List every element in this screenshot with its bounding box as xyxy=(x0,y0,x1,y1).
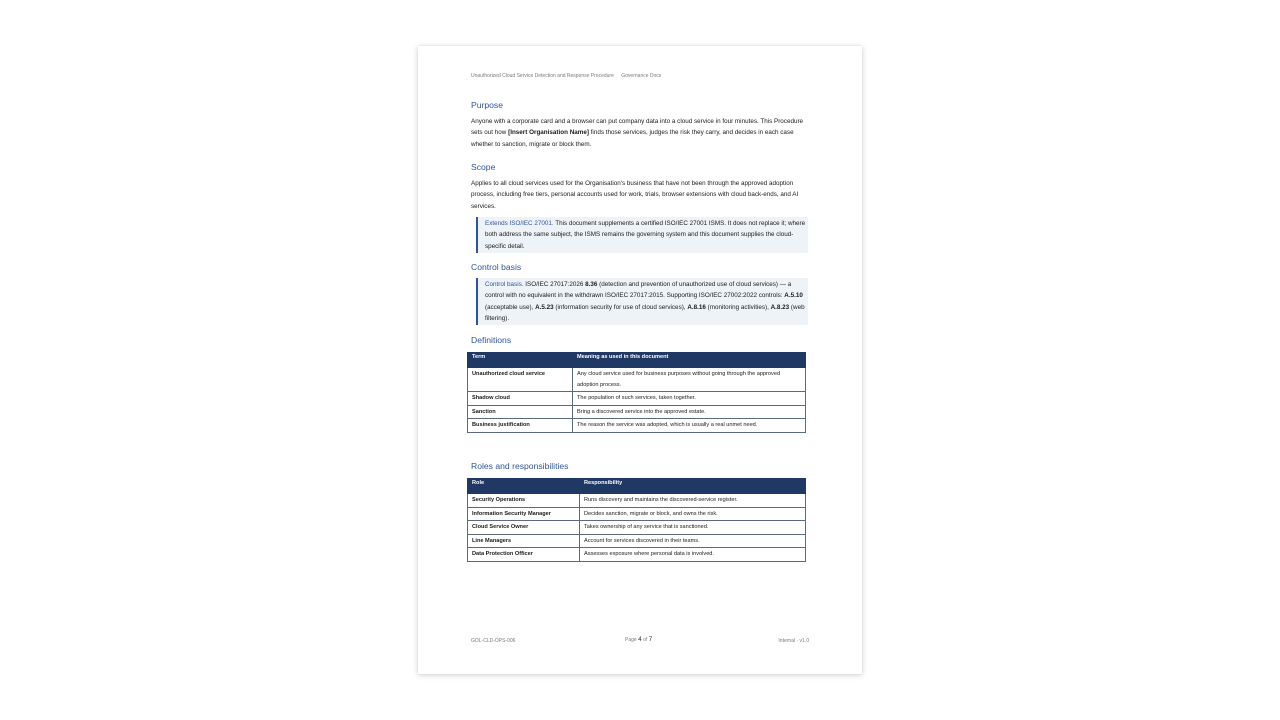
cb-control-5: A.8.23 xyxy=(770,303,790,311)
cb-text-4: (information security for use of cloud services), xyxy=(553,303,688,311)
cb-text-6: (web filtering). xyxy=(485,303,805,322)
definitions-heading: Definitions xyxy=(471,335,512,345)
role-cell: Data Protection Officer xyxy=(468,548,580,562)
col-responsibility: Responsibility xyxy=(580,479,806,494)
meaning-cell: Any cloud service used for business purposes without going through the approved adoption process. xyxy=(573,368,806,392)
definitions-table xyxy=(467,352,806,433)
cb-text-5: (monitoring activities), xyxy=(705,303,771,311)
page-total: 7 xyxy=(648,636,653,643)
iso-27001-callout xyxy=(476,217,808,253)
callout-lead: Extends ISO/IEC 27001. xyxy=(485,220,554,227)
document-page xyxy=(418,46,862,674)
control-basis-heading: Control basis xyxy=(471,262,522,272)
responsibility-cell: Assesses exposure where personal data is involved. xyxy=(580,548,806,562)
responsibility-cell: Runs discovery and maintains the discovered-service register. xyxy=(580,494,806,508)
purpose-paragraph xyxy=(471,116,809,150)
roles-table xyxy=(467,478,806,562)
scope-heading: Scope xyxy=(471,162,496,172)
control-basis-lead: Control basis. xyxy=(485,281,524,288)
header-doc-title: Unauthorized Cloud Service Detection and Response Procedure xyxy=(471,73,614,79)
cb-text-2: (detection and prevention of unauthorized use of cloud services) — a control with no equivalent in the withdrawn ISO/IEC 27017:2015. Supporting ISO/IEC 27002:2022 controls: xyxy=(485,281,792,300)
footer-page-number xyxy=(625,636,652,643)
control-basis-callout xyxy=(476,278,808,325)
cb-control-2: A.5.10 xyxy=(784,292,803,300)
table-row xyxy=(468,419,806,433)
definitions-header-row xyxy=(468,353,806,368)
table-row xyxy=(468,534,806,548)
meaning-cell: Bring a discovered service into the approved estate. xyxy=(573,405,806,419)
responsibility-cell: Decides sanction, migrate or block, and owns the risk. xyxy=(580,507,806,521)
roles-header-row xyxy=(468,479,806,494)
cb-text-3: (acceptable use), xyxy=(485,303,536,311)
table-row xyxy=(468,548,806,562)
purpose-heading: Purpose xyxy=(471,100,504,110)
role-cell: Cloud Service Owner xyxy=(468,521,580,535)
header-collection: Governance Docs xyxy=(621,73,662,79)
table-row xyxy=(468,521,806,535)
term-cell: Shadow cloud xyxy=(468,392,573,406)
of-word: of xyxy=(641,637,649,643)
role-cell: Line Managers xyxy=(468,534,580,548)
role-cell: Information Security Manager xyxy=(468,507,580,521)
table-row xyxy=(468,507,806,521)
cb-control-4: A.8.16 xyxy=(687,303,706,311)
footer-classification: Internal · v1.0 xyxy=(778,638,809,644)
meaning-cell: The population of such services, taken together. xyxy=(573,392,806,406)
table-row xyxy=(468,494,806,508)
col-meaning: Meaning as used in this document xyxy=(573,353,806,368)
callout-text: This document supplements a certified ISO/IEC 27001 ISMS. It does not replace it; where both address the same subject, the ISMS remains the governing system and this document supplies the cloud-specific detail. xyxy=(485,220,806,250)
meaning-cell: The reason the service was adopted, which is usually a real unmet need. xyxy=(573,419,806,433)
table-row xyxy=(468,368,806,392)
purpose-text-b: finds those services, judges the risk they carry, and decides in each case whether to sanction, migrate or block them. xyxy=(471,129,794,148)
roles-heading: Roles and responsibilities xyxy=(471,461,569,471)
col-role: Role xyxy=(468,479,580,494)
page-word: Page xyxy=(625,637,639,643)
running-header xyxy=(471,73,667,79)
org-name-placeholder: [Insert Organisation Name] xyxy=(508,129,589,137)
footer-doc-id: GOL-CLD-OPS-006 xyxy=(471,638,516,644)
term-cell: Unauthorized cloud service xyxy=(468,368,573,392)
page-current: 4 xyxy=(638,636,642,643)
cb-control-1: 8.36 xyxy=(585,281,598,288)
role-cell: Security Operations xyxy=(468,494,580,508)
table-row xyxy=(468,405,806,419)
responsibility-cell: Takes ownership of any service that is sanctioned. xyxy=(580,521,806,535)
responsibility-cell: Account for services discovered in their teams. xyxy=(580,534,806,548)
table-row xyxy=(468,392,806,406)
cb-control-3: A.5.23 xyxy=(535,303,554,311)
col-term: Term xyxy=(468,353,573,368)
term-cell: Sanction xyxy=(468,405,573,419)
term-cell: Business justification xyxy=(468,419,573,433)
purpose-text-a: Anyone with a corporate card and a browser can put company data into a cloud service in four minutes. This Procedure sets out how xyxy=(471,118,804,137)
cb-text-1: ISO/IEC 27017:2026 xyxy=(523,281,586,288)
scope-paragraph: Applies to all cloud services used for the Organisation's business that have not been through the approved adoption process, including free tiers, personal accounts used for work, trials, browser extensions with cloud back-ends, and AI services. xyxy=(471,180,799,210)
